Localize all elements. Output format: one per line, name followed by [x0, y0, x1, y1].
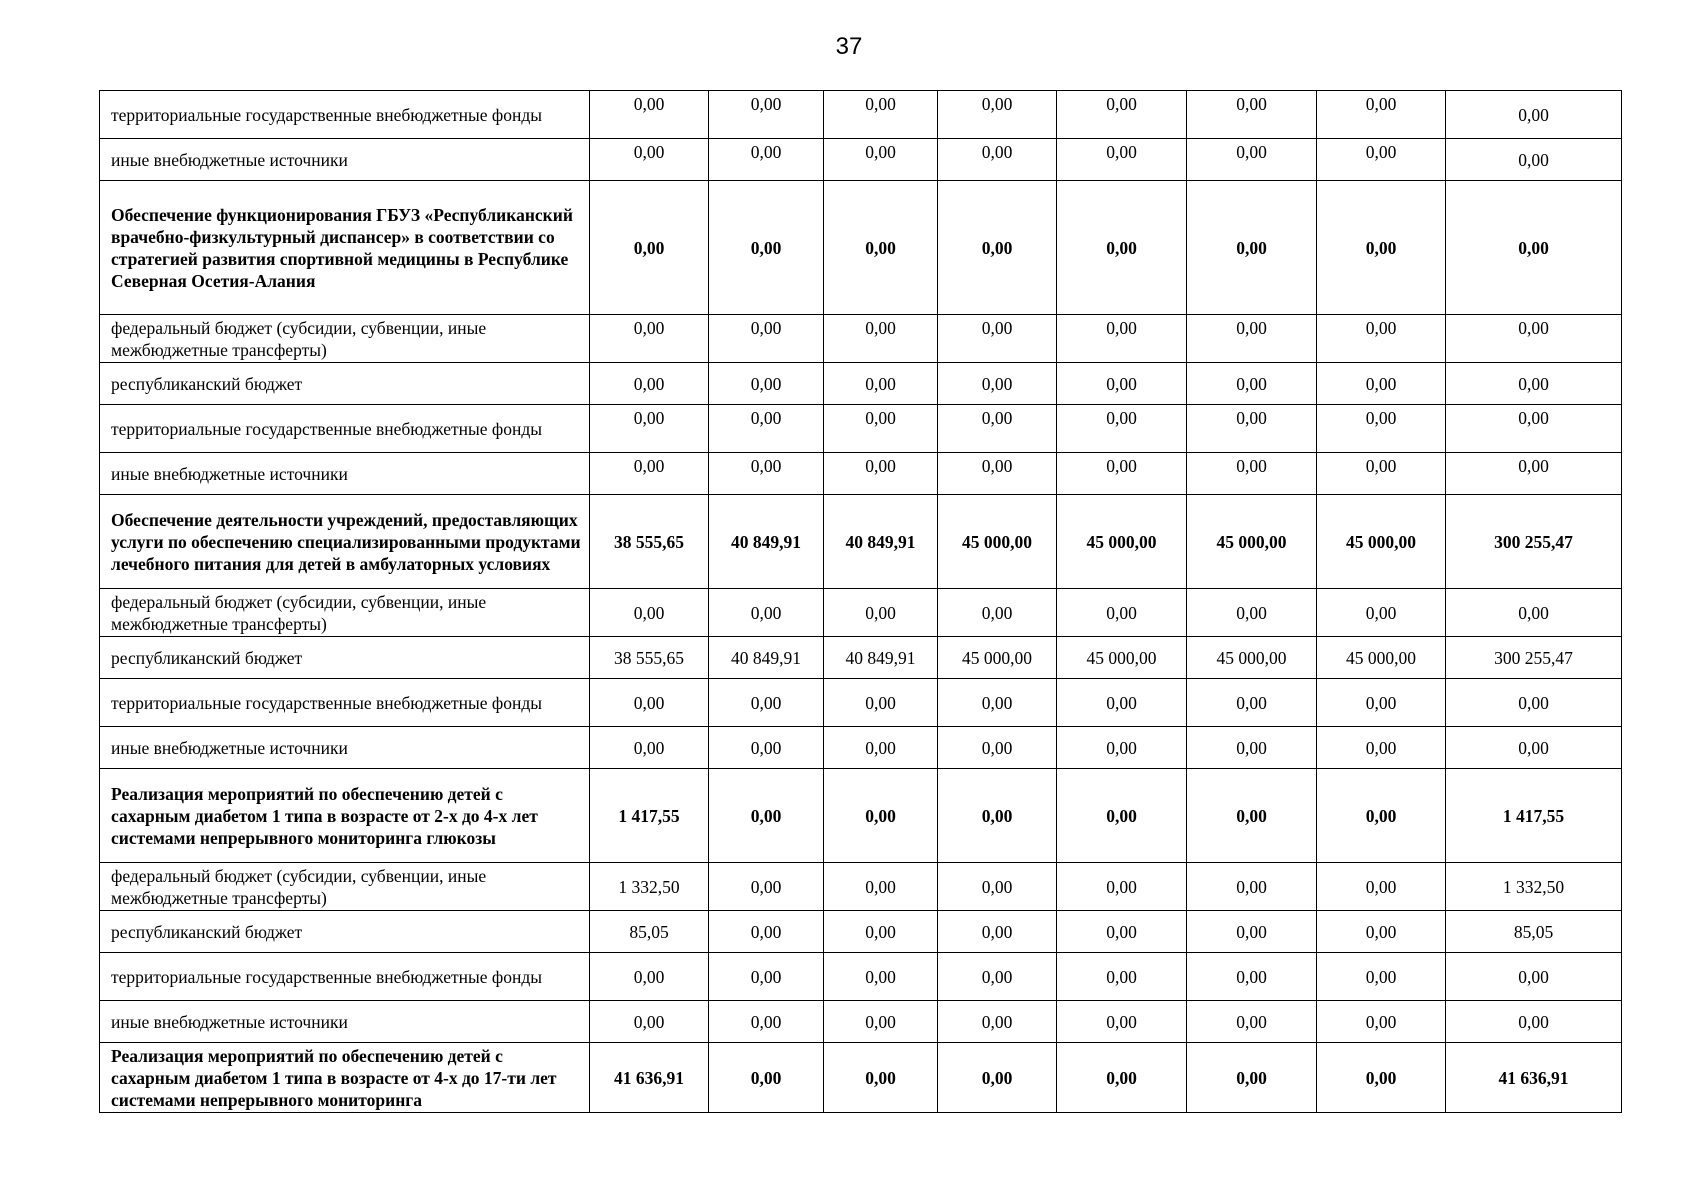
year-value-cell: 0,00 — [709, 363, 824, 405]
year-value-cell: 0,00 — [1317, 863, 1446, 911]
year-value-cell: 0,00 — [590, 405, 709, 453]
year-value-cell: 45 000,00 — [1187, 495, 1317, 589]
year-value-cell: 0,00 — [1317, 769, 1446, 863]
year-value-cell: 0,00 — [1187, 139, 1317, 181]
year-value-cell: 0,00 — [1057, 91, 1187, 139]
table-row — [100, 315, 1622, 363]
year-value-cell: 0,00 — [709, 679, 824, 727]
year-value-cell: 0,00 — [1057, 863, 1187, 911]
year-value-cell: 0,00 — [938, 679, 1057, 727]
table-row — [100, 495, 1622, 589]
year-value-cell: 45 000,00 — [1187, 637, 1317, 679]
year-value-cell: 0,00 — [709, 953, 824, 1001]
year-value-cell: 0,00 — [1187, 769, 1317, 863]
year-value-cell: 0,00 — [709, 589, 824, 637]
year-value-cell: 0,00 — [824, 911, 938, 953]
year-value-cell: 0,00 — [1057, 769, 1187, 863]
year-value-cell: 0,00 — [824, 863, 938, 911]
funding-source-cell: территориальные государственные внебюджетные фонды — [100, 91, 590, 139]
year-value-cell: 0,00 — [938, 139, 1057, 181]
funding-source-cell: иные внебюджетные источники — [100, 1001, 590, 1043]
year-value-cell: 0,00 — [590, 589, 709, 637]
year-value-cell: 0,00 — [590, 363, 709, 405]
year-value-cell: 45 000,00 — [938, 637, 1057, 679]
table-row — [100, 769, 1622, 863]
year-value-cell: 0,00 — [590, 315, 709, 363]
year-value-cell: 0,00 — [1187, 589, 1317, 637]
year-value-cell: 0,00 — [590, 727, 709, 769]
year-value-cell: 41 636,91 — [590, 1043, 709, 1113]
year-value-cell: 0,00 — [1317, 679, 1446, 727]
funding-source-cell: федеральный бюджет (субсидии, субвенции, иные межбюджетные трансферты) — [100, 863, 590, 911]
table-row — [100, 637, 1622, 679]
total-value-cell: 0,00 — [1446, 727, 1622, 769]
table-row — [100, 679, 1622, 727]
year-value-cell: 0,00 — [1317, 181, 1446, 315]
funding-source-cell: федеральный бюджет (субсидии, субвенции, иные межбюджетные трансферты) — [100, 589, 590, 637]
year-value-cell: 0,00 — [709, 453, 824, 495]
year-value-cell: 0,00 — [709, 863, 824, 911]
year-value-cell: 0,00 — [938, 589, 1057, 637]
year-value-cell: 0,00 — [1187, 181, 1317, 315]
year-value-cell: 0,00 — [709, 91, 824, 139]
year-value-cell: 0,00 — [824, 679, 938, 727]
year-value-cell: 40 849,91 — [709, 637, 824, 679]
year-value-cell: 45 000,00 — [938, 495, 1057, 589]
year-value-cell: 0,00 — [938, 727, 1057, 769]
year-value-cell: 0,00 — [1187, 91, 1317, 139]
year-value-cell: 0,00 — [1057, 727, 1187, 769]
table-row — [100, 1043, 1622, 1113]
year-value-cell: 0,00 — [1187, 911, 1317, 953]
budget-table — [99, 90, 1622, 1113]
year-value-cell: 0,00 — [824, 453, 938, 495]
year-value-cell: 0,00 — [1317, 727, 1446, 769]
year-value-cell: 0,00 — [590, 953, 709, 1001]
year-value-cell: 45 000,00 — [1317, 495, 1446, 589]
year-value-cell: 0,00 — [938, 363, 1057, 405]
total-value-cell: 0,00 — [1446, 139, 1622, 181]
year-value-cell: 0,00 — [1187, 863, 1317, 911]
year-value-cell: 0,00 — [1317, 953, 1446, 1001]
funding-source-cell: территориальные государственные внебюджетные фонды — [100, 953, 590, 1001]
year-value-cell: 40 849,91 — [824, 495, 938, 589]
year-value-cell: 0,00 — [1317, 405, 1446, 453]
year-value-cell: 0,00 — [938, 405, 1057, 453]
year-value-cell: 0,00 — [824, 405, 938, 453]
year-value-cell: 0,00 — [1317, 911, 1446, 953]
year-value-cell: 0,00 — [1187, 453, 1317, 495]
year-value-cell: 0,00 — [824, 315, 938, 363]
year-value-cell: 0,00 — [1187, 1001, 1317, 1043]
funding-source-cell: иные внебюджетные источники — [100, 453, 590, 495]
table-row — [100, 139, 1622, 181]
year-value-cell: 0,00 — [709, 769, 824, 863]
total-value-cell: 0,00 — [1446, 679, 1622, 727]
year-value-cell: 0,00 — [938, 91, 1057, 139]
year-value-cell: 0,00 — [938, 1001, 1057, 1043]
year-value-cell: 0,00 — [1187, 953, 1317, 1001]
year-value-cell: 0,00 — [709, 1043, 824, 1113]
year-value-cell: 0,00 — [1057, 679, 1187, 727]
year-value-cell: 38 555,65 — [590, 495, 709, 589]
total-value-cell: 0,00 — [1446, 181, 1622, 315]
funding-source-cell: республиканский бюджет — [100, 637, 590, 679]
year-value-cell: 0,00 — [1187, 679, 1317, 727]
total-value-cell: 0,00 — [1446, 315, 1622, 363]
year-value-cell: 0,00 — [1317, 1043, 1446, 1113]
year-value-cell: 0,00 — [590, 679, 709, 727]
year-value-cell: 0,00 — [938, 769, 1057, 863]
year-value-cell: 0,00 — [938, 953, 1057, 1001]
total-value-cell: 0,00 — [1446, 405, 1622, 453]
funding-source-cell: республиканский бюджет — [100, 363, 590, 405]
funding-source-cell: территориальные государственные внебюджетные фонды — [100, 405, 590, 453]
year-value-cell: 0,00 — [590, 453, 709, 495]
year-value-cell: 40 849,91 — [824, 637, 938, 679]
total-value-cell: 1 417,55 — [1446, 769, 1622, 863]
year-value-cell: 0,00 — [709, 405, 824, 453]
year-value-cell: 45 000,00 — [1057, 637, 1187, 679]
year-value-cell: 0,00 — [824, 91, 938, 139]
year-value-cell: 45 000,00 — [1057, 495, 1187, 589]
year-value-cell: 0,00 — [824, 953, 938, 1001]
total-value-cell: 0,00 — [1446, 453, 1622, 495]
year-value-cell: 0,00 — [709, 1001, 824, 1043]
year-value-cell: 0,00 — [1317, 139, 1446, 181]
year-value-cell: 0,00 — [938, 315, 1057, 363]
year-value-cell: 0,00 — [1057, 953, 1187, 1001]
funding-source-cell: территориальные государственные внебюджетные фонды — [100, 679, 590, 727]
year-value-cell: 0,00 — [1187, 315, 1317, 363]
table-row — [100, 91, 1622, 139]
table-row — [100, 1001, 1622, 1043]
table-row — [100, 911, 1622, 953]
year-value-cell: 0,00 — [1057, 139, 1187, 181]
year-value-cell: 0,00 — [1057, 363, 1187, 405]
year-value-cell: 0,00 — [1317, 453, 1446, 495]
year-value-cell: 0,00 — [590, 91, 709, 139]
total-value-cell: 41 636,91 — [1446, 1043, 1622, 1113]
total-value-cell: 0,00 — [1446, 91, 1622, 139]
section-title-cell: Обеспечение функционирования ГБУЗ «Республиканский врачебно-физкультурный диспансер» в соответствии со стратегией развития спортивной медицины в Республике Северная Осетия-Алания — [100, 181, 590, 315]
year-value-cell: 0,00 — [709, 911, 824, 953]
total-value-cell: 300 255,47 — [1446, 495, 1622, 589]
year-value-cell: 0,00 — [1057, 453, 1187, 495]
year-value-cell: 0,00 — [824, 1043, 938, 1113]
table-row — [100, 727, 1622, 769]
total-value-cell: 300 255,47 — [1446, 637, 1622, 679]
year-value-cell: 45 000,00 — [1317, 637, 1446, 679]
table-row — [100, 953, 1622, 1001]
section-title-cell: Реализация мероприятий по обеспечению детей с сахарным диабетом 1 типа в возрасте от 2-х до 4-х лет системами непрерывного мониторинга глюкозы — [100, 769, 590, 863]
total-value-cell: 0,00 — [1446, 589, 1622, 637]
total-value-cell: 0,00 — [1446, 953, 1622, 1001]
year-value-cell: 0,00 — [1187, 727, 1317, 769]
year-value-cell: 0,00 — [1057, 405, 1187, 453]
year-value-cell: 0,00 — [709, 181, 824, 315]
section-title-cell: Реализация мероприятий по обеспечению детей с сахарным диабетом 1 типа в возрасте от 4-х до 17-ти лет системами непрерывного мониторинга — [100, 1043, 590, 1113]
year-value-cell: 0,00 — [1187, 363, 1317, 405]
total-value-cell: 0,00 — [1446, 1001, 1622, 1043]
year-value-cell: 0,00 — [1317, 1001, 1446, 1043]
section-title-cell: Обеспечение деятельности учреждений, предоставляющих услуги по обеспечению специализированными продуктами лечебного питания для детей в амбулаторных условиях — [100, 495, 590, 589]
year-value-cell: 0,00 — [1317, 315, 1446, 363]
year-value-cell: 0,00 — [824, 181, 938, 315]
year-value-cell: 1 417,55 — [590, 769, 709, 863]
total-value-cell: 1 332,50 — [1446, 863, 1622, 911]
year-value-cell: 0,00 — [1057, 589, 1187, 637]
year-value-cell: 0,00 — [1057, 315, 1187, 363]
year-value-cell: 0,00 — [1057, 181, 1187, 315]
table-row — [100, 589, 1622, 637]
year-value-cell: 85,05 — [590, 911, 709, 953]
year-value-cell: 0,00 — [709, 727, 824, 769]
year-value-cell: 1 332,50 — [590, 863, 709, 911]
year-value-cell: 0,00 — [1187, 405, 1317, 453]
year-value-cell: 0,00 — [824, 589, 938, 637]
total-value-cell: 85,05 — [1446, 911, 1622, 953]
table-row — [100, 363, 1622, 405]
table-row — [100, 405, 1622, 453]
year-value-cell: 0,00 — [1317, 363, 1446, 405]
year-value-cell: 0,00 — [590, 139, 709, 181]
year-value-cell: 0,00 — [938, 863, 1057, 911]
year-value-cell: 0,00 — [1317, 91, 1446, 139]
year-value-cell: 0,00 — [1057, 1001, 1187, 1043]
table-row — [100, 863, 1622, 911]
year-value-cell: 0,00 — [938, 1043, 1057, 1113]
funding-source-cell: иные внебюджетные источники — [100, 139, 590, 181]
year-value-cell: 0,00 — [824, 1001, 938, 1043]
year-value-cell: 0,00 — [938, 181, 1057, 315]
year-value-cell: 0,00 — [1187, 1043, 1317, 1113]
year-value-cell: 0,00 — [709, 315, 824, 363]
year-value-cell: 0,00 — [824, 139, 938, 181]
funding-source-cell: федеральный бюджет (субсидии, субвенции, иные межбюджетные трансферты) — [100, 315, 590, 363]
table-row — [100, 453, 1622, 495]
total-value-cell: 0,00 — [1446, 363, 1622, 405]
page-number: 37 — [835, 33, 863, 60]
funding-source-cell: иные внебюджетные источники — [100, 727, 590, 769]
year-value-cell: 0,00 — [1057, 911, 1187, 953]
funding-source-cell: республиканский бюджет — [100, 911, 590, 953]
year-value-cell: 0,00 — [590, 1001, 709, 1043]
year-value-cell: 0,00 — [1057, 1043, 1187, 1113]
year-value-cell: 40 849,91 — [709, 495, 824, 589]
table-row — [100, 181, 1622, 315]
year-value-cell: 0,00 — [938, 453, 1057, 495]
year-value-cell: 0,00 — [824, 769, 938, 863]
year-value-cell: 0,00 — [1317, 589, 1446, 637]
year-value-cell: 0,00 — [709, 139, 824, 181]
year-value-cell: 0,00 — [824, 363, 938, 405]
year-value-cell: 0,00 — [824, 727, 938, 769]
year-value-cell: 0,00 — [938, 911, 1057, 953]
year-value-cell: 38 555,65 — [590, 637, 709, 679]
year-value-cell: 0,00 — [590, 181, 709, 315]
